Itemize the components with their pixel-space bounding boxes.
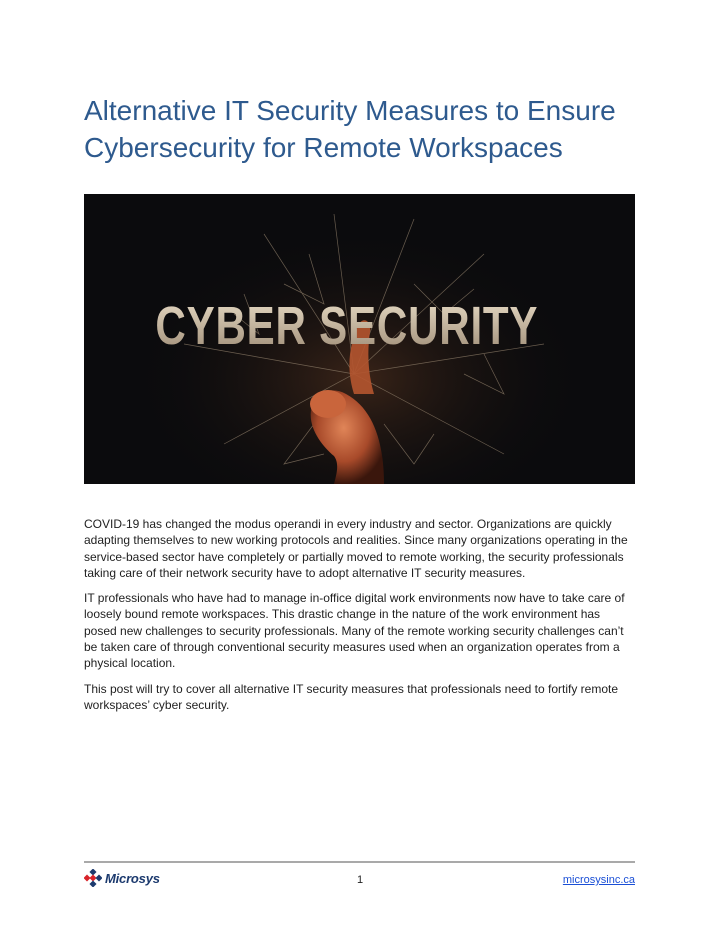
cyber-security-hero-image <box>84 194 635 484</box>
article-body <box>84 516 636 722</box>
paragraph-2: IT professionals who have had to manage in-office digital work environments now have to take care of loosely bound remote workspaces. This drastic change in the nature of the work environment has posed new challenges to security professionals. Many of the remote working security challenges can’t be taken care of through conventional security measures used when an organization operates from a physical location. <box>84 591 625 671</box>
footer-divider <box>84 861 635 863</box>
paragraph-3: This post will try to cover all alternative IT security measures that professionals need to fortify remote workspaces’ cyber security. <box>84 681 618 712</box>
paragraph-1: COVID-19 has changed the modus operandi in every industry and sector. Organizations are quickly adapting themselves to new working protocols and realities. Since many organizations operating in the service-based sector have completely or partially moved to remote working, the security professionals taking care of their network security have to adopt alternative IT security measures. <box>84 517 628 580</box>
microsys-logo-icon <box>84 869 102 887</box>
hero-cyber-security-text: CYBER SECURITY <box>155 296 539 357</box>
page-title: Alternative IT Security Measures to Ensure Cybersecurity for Remote Workspaces <box>84 95 616 163</box>
microsys-logo <box>84 867 160 889</box>
page-number: 1 <box>356 874 364 886</box>
website-link[interactable]: microsysinc.ca <box>562 874 635 886</box>
microsys-logo-text: Microsys <box>105 870 160 886</box>
hero-illustration <box>84 194 635 484</box>
